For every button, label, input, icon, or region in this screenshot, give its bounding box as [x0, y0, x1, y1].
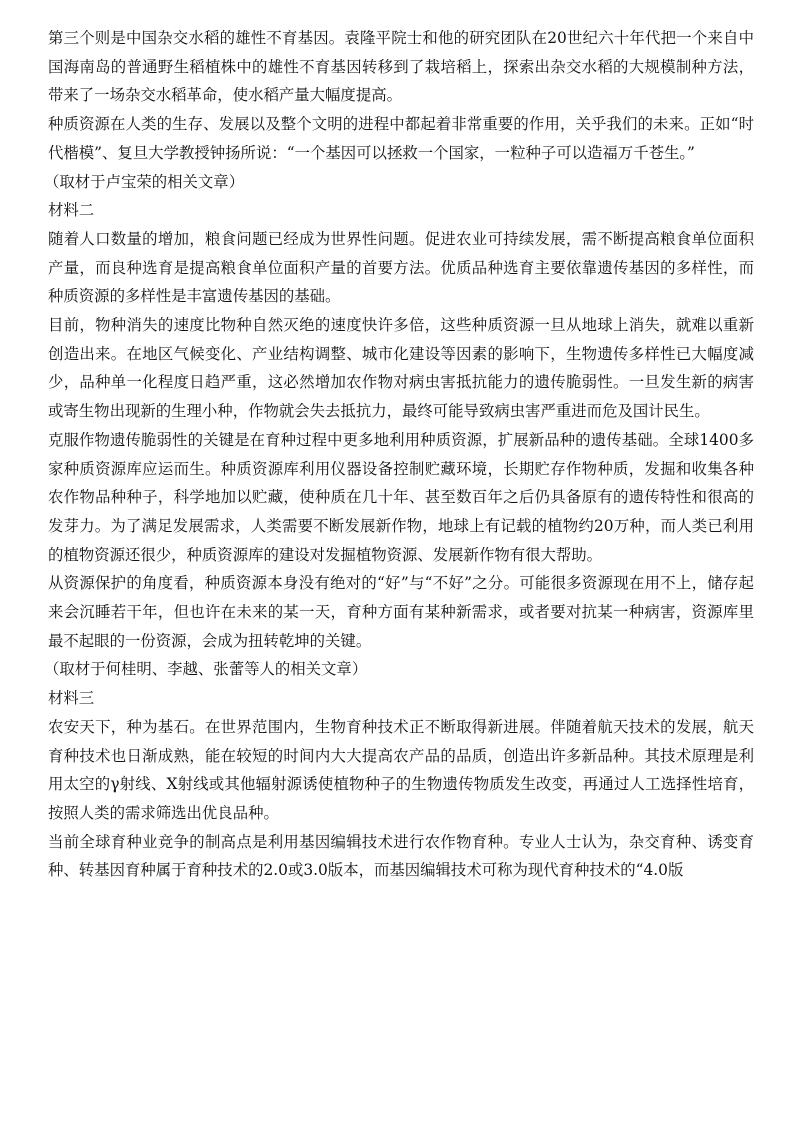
paragraph-resource-protection: 从资源保护的角度看，种质资源本身没有绝对的“好”与“不好”之分。可能很多资源现在用不上，储存起来会沉睡若干年，但也许在未来的某一天，育种方面有某种新需求，或者要对抗某一种病害，资源库里最不起眼的一份资源，会成为扭转乾坤的关键。	[48, 574, 754, 650]
paragraph-germplasm-importance: 种质资源在人类的生存、发展以及整个文明的进程中都起着非常重要的作用，关乎我们的未来。正如“时代楷模”、复旦大学教授钟扬所说：“一个基因可以拯救一个国家，一粒种子可以造福万千苍生。”	[48, 115, 754, 162]
paragraph-hybrid-rice: 第三个则是中国杂交水稻的雄性不育基因。袁隆平院士和他的研究团队在20世纪六十年代把一个来自中国海南岛的普通野生稻植株中的雄性不育基因转移到了栽培稻上，探索出杂交水稻的大规模制种方法，带来了一场杂交水稻革命，使水稻产量大幅度提高。	[48, 29, 754, 105]
paragraph-space-breeding: 农安天下，种为基石。在世界范围内，生物育种技术正不断取得新进展。伴随着航天技术的发展，航天育种技术也日渐成熟，能在较短的时间内大大提高农产品的品质，创造出许多新品种。其技术原理是利用太空的γ射线、X射线或其他辐射源诱使植物种子的生物遗传物质发生改变，再通过人工选择性培育，按照人类的需求筛选出优良品种。	[48, 717, 754, 822]
source-note-1: （取材于卢宝荣的相关文章）	[44, 172, 245, 191]
source-note-2: （取材于何桂明、李越、张蕾等人的相关文章）	[44, 660, 368, 679]
paragraph-gene-editing: 当前全球育种业竞争的制高点是利用基因编辑技术进行农作物育种。专业人士认为，杂交育种、诱变育种、转基因育种属于育种技术的2.0或3.0版本，而基因编辑技术可称为现代育种技术的“4.0版	[48, 832, 754, 880]
paragraph-food-problem: 随着人口数量的增加，粮食问题已经成为世界性问题。促进农业可持续发展，需不断提高粮食单位面积产量，而良种选育是提高粮食单位面积产量的首要方法。优质品种选育主要依靠遗传基因的多样性，而种质资源的多样性是丰富遗传基因的基础。	[48, 229, 754, 306]
document-page	[44, 24, 754, 885]
material-two-heading: 材料二	[48, 201, 95, 220]
material-three-heading: 材料三	[48, 689, 95, 708]
paragraph-species-loss: 目前，物种消失的速度比物种自然灭绝的速度快许多倍，这些种质资源一旦从地球上消失，就难以重新创造出来。在地区气候变化、产业结构调整、城市化建设等因素的影响下，生物遗传多样性已大幅度减少，品种单一化程度日趋严重，这必然增加农作物对病虫害抵抗能力的遗传脆弱性。一旦发生新的病害或寄生物出现新的生理小种，作物就会失去抵抗力，最终可能导致病虫害严重进而危及国计民生。	[48, 316, 754, 421]
paragraph-germplasm-banks: 克服作物遗传脆弱性的关键是在育种过程中更多地利用种质资源，扩展新品种的遗传基础。全球1400多家种质资源库应运而生。种质资源库利用仪器设备控制贮藏环境，长期贮存作物种质，发掘和收集各种农作物品种种子，科学地加以贮藏，使种质在几十年、甚至数百年之后仍具备原有的遗传特性和很高的发芽力。为了满足发展需求，人类需要不断发展新作物，地球上有记载的植物约20万种，而人类已利用的植物资源还很少，种质资源库的建设对发掘植物资源、发展新作物有很大帮助。	[48, 430, 754, 564]
